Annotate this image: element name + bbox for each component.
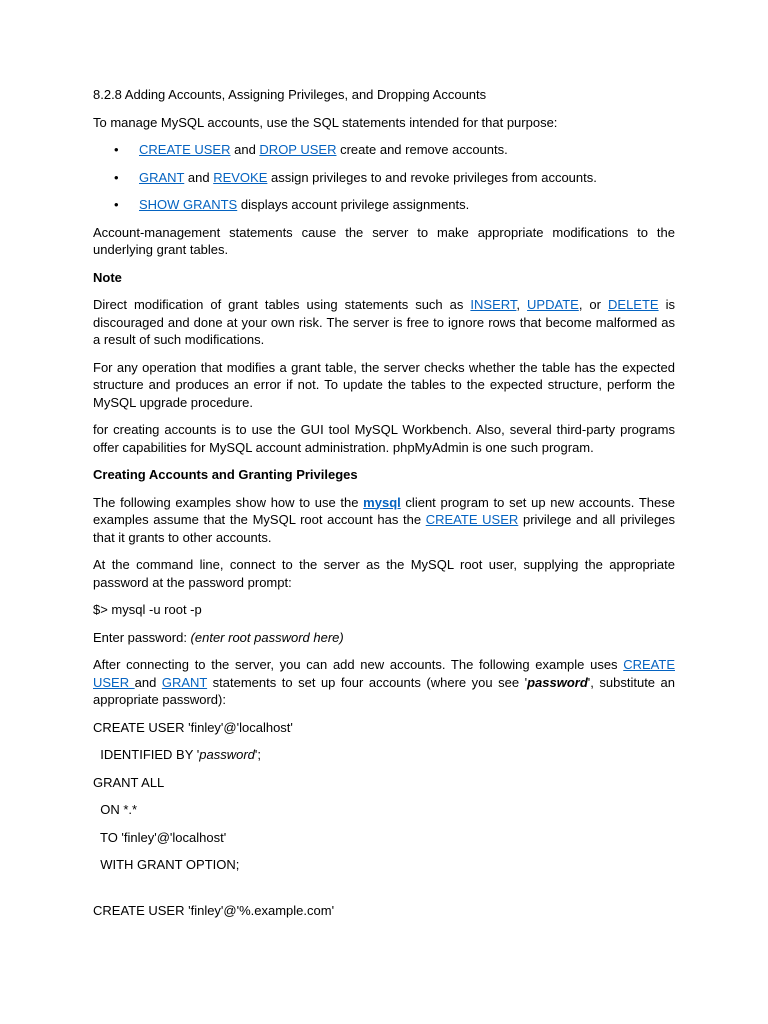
revoke-link[interactable]: REVOKE <box>213 169 268 185</box>
list-item-text: displays account privilege assignments. <box>237 197 470 212</box>
note-text: , or <box>578 297 609 312</box>
grant-link[interactable]: GRANT <box>161 674 208 690</box>
note-text: , <box>516 297 528 312</box>
note-text: Direct modification of grant tables using statements such as <box>93 297 471 312</box>
statement-list <box>93 141 675 214</box>
after-connect-text: After connecting to the server, you can add new accounts. The following example uses <box>93 657 624 672</box>
mysql-link[interactable]: mysql <box>363 494 401 510</box>
note-paragraph <box>93 296 675 349</box>
list-item-text: create and remove accounts. <box>336 142 508 157</box>
delete-link[interactable]: DELETE <box>608 297 659 312</box>
code-text: IDENTIFIED BY ' <box>93 747 200 762</box>
list-item <box>93 141 675 159</box>
after-connect-text: statements to set up four accounts (where you see ' <box>207 674 528 690</box>
code-line <box>93 746 675 764</box>
code-line: WITH GRANT OPTION; <box>93 857 240 872</box>
section-title: 8.2.8 Adding Accounts, Assigning Privileges, and Dropping Accounts <box>93 87 487 102</box>
document-page <box>93 86 675 929</box>
list-item-text: and <box>184 169 214 185</box>
account-management-paragraph: Account-management statements cause the server to make appropriate modifications to the underlying grant tables. <box>93 224 675 257</box>
examples-text: privilege and all privileges that it grants to other accounts. <box>93 512 675 545</box>
code-line: CREATE USER 'finley'@'localhost' <box>93 719 293 735</box>
grant-link[interactable]: GRANT <box>139 169 185 185</box>
after-connect-paragraph <box>93 656 675 709</box>
code-line: GRANT ALL <box>93 774 165 790</box>
bullet-icon: • <box>114 169 119 185</box>
create-user-link[interactable]: CREATE USER <box>93 657 675 690</box>
code-line: CREATE USER 'finley'@'%.example.com' <box>93 902 335 918</box>
code-text: '; <box>254 747 261 762</box>
password-placeholder: password <box>527 674 588 690</box>
mysql-command: $> mysql -u root -p <box>93 602 202 617</box>
enter-password-label: Enter password: <box>93 629 191 645</box>
bullet-icon: • <box>114 197 119 212</box>
intro-paragraph: To manage MySQL accounts, use the SQL statements intended for that purpose: <box>93 114 558 130</box>
create-user-link[interactable]: CREATE USER <box>425 512 519 527</box>
subsection-title: Creating Accounts and Granting Privileges <box>93 467 358 482</box>
after-connect-text: ', substitute an appropriate password): <box>93 674 676 707</box>
list-item <box>93 196 675 214</box>
bullet-icon: • <box>114 142 119 157</box>
list-item <box>93 169 675 187</box>
note-label: Note <box>93 269 122 285</box>
code-password: password <box>199 747 255 762</box>
command-line-paragraph: At the command line, connect to the server as the MySQL root user, supplying the appropriate password at the password prompt: <box>93 557 675 590</box>
list-item-text: assign privileges to and revoke privileges from accounts. <box>267 169 597 185</box>
examples-text: The following examples show how to use the <box>93 494 364 510</box>
drop-user-link[interactable]: DROP USER <box>259 142 337 157</box>
update-link[interactable]: UPDATE <box>527 297 579 312</box>
after-connect-text: and <box>134 674 162 690</box>
list-item-text: and <box>230 142 260 157</box>
gui-tools-paragraph: for creating accounts is to use the GUI tool MySQL Workbench. Also, several third-party programs offer capabilities for MySQL account administration. phpMyAdmin is one such program. <box>93 422 675 455</box>
show-grants-link[interactable]: SHOW GRANTS <box>139 197 238 212</box>
create-user-link[interactable]: CREATE USER <box>139 142 231 157</box>
insert-link[interactable]: INSERT <box>470 297 517 312</box>
code-line: ON *.* <box>93 802 138 817</box>
note-text: is discouraged and done at your own risk. The server is free to ignore rows that become malformed as a result of such modifications. <box>93 297 675 347</box>
enter-password-line <box>93 629 675 647</box>
operation-paragraph: For any operation that modifies a grant table, the server checks whether the table has the expected structure and produces an error if not. To update the tables to the expected structure, perform the MySQL upgrade procedure. <box>93 359 675 410</box>
examples-paragraph <box>93 494 675 547</box>
enter-password-hint: (enter root password here) <box>190 629 344 645</box>
blank-line <box>93 884 675 902</box>
examples-text: client program to set up new accounts. These examples assume that the MySQL root account has the <box>93 494 676 527</box>
code-line: TO 'finley'@'localhost' <box>93 829 227 845</box>
